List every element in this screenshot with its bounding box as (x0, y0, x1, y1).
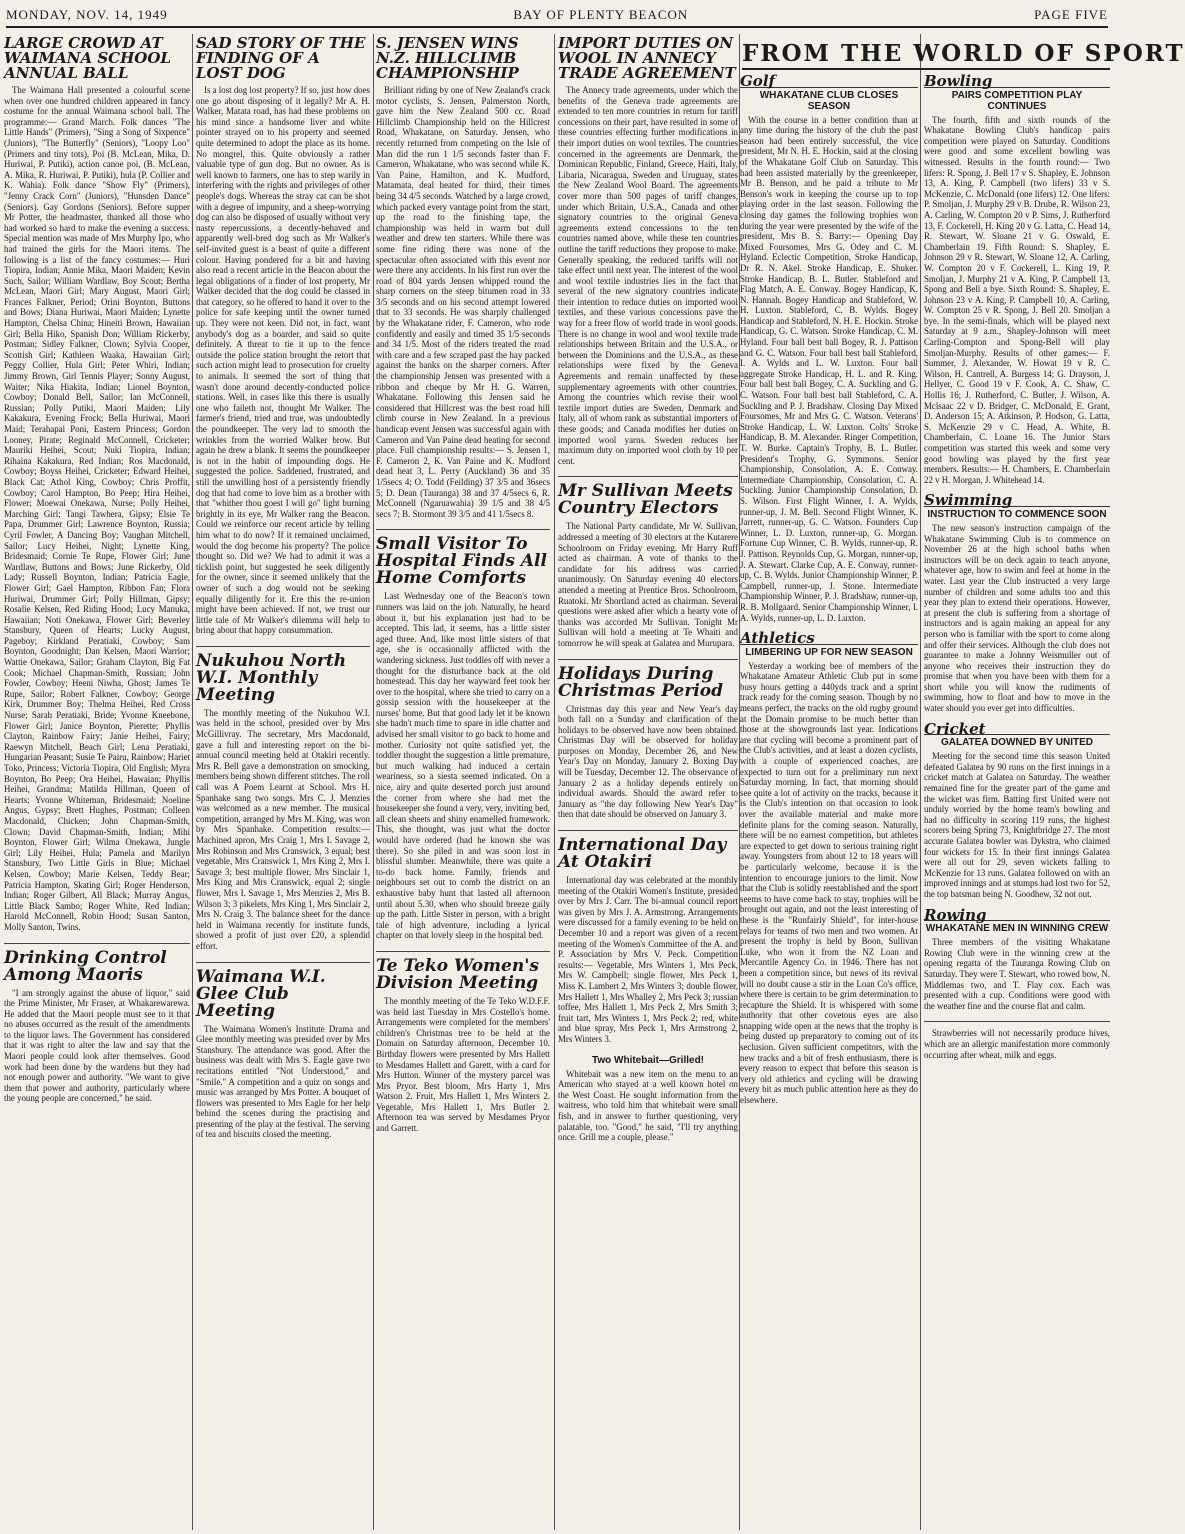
subheadline: WHAKATANE MEN IN WINNING CREW (925, 923, 1109, 935)
headline: IMPORT DUTIES ON WOOL IN ANNECY TRADE AGREEMENT (558, 34, 736, 82)
subheadline: PAIRS COMPETITION PLAY CONTINUES (951, 89, 1083, 112)
headline: Drinking Control Among Maoris (4, 947, 167, 985)
article-waimana-glee (196, 966, 370, 1141)
article-bowling (924, 90, 1110, 486)
column-4 (558, 36, 738, 1530)
section-athletics: Athletics (740, 633, 918, 645)
article-body: Christmas day this year and New Year's day both fall on a Sunday and clarification of the holidays to be observed have now been obtained. Christmas Day will be observed for holiday purposes on Monday, December 26, and New Year's Day on Monday, January 2. Boxing Day will be Tuesday, December 12. The observance of January 2 as a holiday depends entirely on individual awards. Should the award refer to January as "the day following New Year's Day" then that date should be observed on January 3. (558, 703, 738, 820)
article-body: The monthly meeting of the Te Teko W.D.F.F. was held last Tuesday in Mrs Costello's home. Arrangements were completed for the members' children's Christmas tree to be held at the Domain on Saturday afternoon, December 10. Birthday flowers were presented by Mrs Hallett to Mesdames Hallett and Garett, with a card for Mrs Hutton. Winner of the mystery parcel was Mrs Pryor. Best bloom, Mrs Harty 1, Mrs Watson 2. Fruit, Mrs Hallett 1, Mrs Winters 2. Vegetable, Mrs Hallett 1, Mrs Butler 2. Afternoon tea was served by Mesdames Pryor and Garrett. (376, 995, 550, 1134)
article-athletics (740, 647, 918, 1106)
column-3 (376, 36, 550, 1530)
article-body: The Waimana Women's Institute Drama and Glee monthly meeting was presided over by Mrs Stansbury. The attendance was good. After the business was dealt with Mrs S. Eagle gave two recitations entitled "Not Understood," and "Smile." A competition and a quiz on songs and music was arranged by Mrs Potter. A bouquet of flowers was presented to Mrs Eagle for her help behind the scenes during the practising and presenting of the play at the festival. The serving of tea and biscuits closed the meeting. (196, 1023, 370, 1140)
article-golf (740, 90, 918, 624)
divider (4, 943, 190, 944)
subheadline: Two Whitebait—Grilled! (591, 1054, 705, 1066)
column-5 (740, 74, 918, 1530)
article-waimana-ball (4, 36, 190, 933)
article-te-teko (376, 955, 550, 1134)
article-body: Three members of the visiting Whakatane Rowing Club were in the winning crew at the opening regatta of the Tauranga Rowing Club on Saturday. They were T. Stewart, who rowed bow, N. Middlemas two, and T. Flay cox. Each was presented with a cup. Conditions were good with the weather fine and the course flat and calm. (924, 937, 1110, 1011)
headline: S. JENSEN WINS N.Z. HILLCLIMB CHAMPIONSHIP (376, 34, 519, 82)
section-cricket: Cricket (924, 724, 1110, 736)
article-body: The Annecy trade agreements, under which the benefits of the Geneva trade agreements are extended to ten more countries in return for tariff concessions on their part, have resulted in some of these countries effecting further modifications in their import duties on wool textiles. The countries concerned in the agreements are Denmark, the Dominican Republic, Finland, Greece, Haiti, Italy, Libaria, Nicaragua, Sweden and Uruguay, states the New Zealand Wool Board. The agreements cover more than 500 pages of tariff changes, under which Britain, U.S.A., Canada and other signatory countries to the original Geneva agreements extend concessions to the ten countries named above, while these ten countries outline the tariff reductions they propose to make. Generally speaking, the reduced tariffs will not take effect until next year. The interest of the wool and wool textile industries lies in the fact that several of the new signatory countries indicate their intention to reduce duties on imported wool textiles, and these various concessions pave the way for a freer flow of world trade in wool goods. There is no change in wool and wool textile trade relationships between Britain and the U.S.A., or between the Dominions and the U.S.A., as these relationships were fixed by the Geneva Agreements and remain unaffected by these supplementary agreements with other countries. Among the countries which revise their wool textile import duties are Sweden, Denmark and Italy, all of whom rank as substantial importers of these goods; and Canada modifies her duties on imported wool yarns. Sweden reduces her maximum duty on imported wool cloth by 10 per cent. (558, 85, 738, 466)
article-body: "I am strongly against the abuse of liquor," said the Prime Minister, Mr Fraser, at Whakarewarewa. He added that the Maori people must see to it that no abuses occurred as the result of the amendments to the liquor laws. The Government has considered that it was right to alter the law and say that the Maori people could look after themselves. Good work had been done by the wardens but they had not enough power and authority. "We want to give them that power and authority, particularly where the young people are concerned," he said. (4, 987, 190, 1104)
article-body: With the course in a better condition than at any time during the history of the club the past season had been entirely successful, the vice president, Mr N. H. E. Hockin, said at the closing of the Whakatane Golf Club on Saturday. This had been assisted materially by the greenkeeper, Mr B. Benson, and he paid a tribute to Mr Benson's work in keeping the course up to top playing order in the last season. Following the closing day games the following trophies won during the year were presented by the wife of the president, Mrs B. S. Barry:— Opening Day Mixed Foursomes, Mrs G. Odey and C. M. Hyland. Eclectic Competition, Stroke Handicap, Dr R. N. Akel. Stroke Handicap, E. Shuker. Stroke Handicap, B. L. Butler. Stableford and Flag Match, A. E. Conway. Bogey Handicap, K. N. Hannah. Bogey Handicap and Stableford, W. H. Luxton. Stableford, C. B. Wylds. Bogey Handicap and Stableford, N. H. E. Hockin. Stroke Handicap, G. C. Watson. Stroke Handicap, C. M. Hyland. Four ball best ball Bogey, R. J. Pattison and G. C. Watson. Four ball best ball Stableford, I. A. Wylds and L. W. Luxton. Four ball aggregate Stroke Handicap, H. L. and R. King. Four ball best ball Bogey, C. A. Suckling and G. C. Watson. Four ball best ball Stableford, C. A. Suckling and P. J. Bradshaw. Closing Day Mixed Foursomes, Mr and Mrs G. C. Watson. Veterans' Stroke Handicap, L. W. Luxton. Colts' Stroke Handicap, B. M. Alexander. Ringer Competition, T. W. Burke. Captain's Trophy, B. L. Butler. President's Trophy, G. Symmons. Senior Championship, Consolation, A. E. Conway. Intermediate Championship, Consolation, C. A. Suckling. Junior Championship Consolation, D. S. Wilson. First Flight Winner, I. A. Wylds, runner-up, J. M. Bell. Second Flight Winner, K. Jarrett, runner-up, G. C. Watson. Founders Cup Winner, L. D. Luxton, runner-up, G. Morgan. Fortune Cup Winner, C. B. Wylds, runner-up, R. J. Pattison. Reynolds Cup, G. Morgan, runner-up, J. A. Stewart. Clarke Cup, A. E. Conway, runner-up, C. B. Wylds. Junior Championship Winner, P. Campbell, runner-up, J. Stone. Intermediate Championship Winner, P. J. Bradshaw, runner-up, R. B. Mollgaard. Senior Championship Winner, I. A. Wylds, runner-up, L. D. Luxton. (740, 114, 918, 623)
section-rowing: Rowing (924, 910, 1110, 922)
column-rule (192, 34, 193, 1530)
subheadline: INSTRUCTION TO COMMENCE SOON (927, 508, 1107, 520)
column-6 (924, 74, 1110, 1530)
headline: LARGE CROWD AT WAIMANA SCHOOL ANNUAL BALL (4, 34, 171, 82)
article-small-visitor (376, 536, 550, 941)
article-whitebait (558, 1055, 738, 1143)
article-sullivan (558, 483, 738, 648)
article-body: Is a lost dog lost property? If so, just how does one go about disposing of it legally? Mr A. H. Walker, Matata road, has had these problems on his mind since a handsome liver and white pointer strayed on to his property and seemed quite determined to adopt the place as its home. No mongrel, this. Quite obviously a rather valuable type of gun dog. But no owner. As is well known to farmers, one has to step warily in interfering with the rights and privileges of other people's dogs. Whereas the stray cat can be shot with a degree of impunity, and a sheep-worrying dog can also be disposed of usually without very nasty repercussions, a decently-behaved and apparently well-bred dog such as Mr Walker's self-invited guest is a beast of quite a different colour. Having pondered for a bit and having also read a recent article in the Beacon about the legal obligations of a finder of lost property, Mr Walker decided that the dog could be classed in that category, so he offered to hand it over to the police for safe keeping until the owner turned up. They were not keen. Did not, in fact, want anybody's dog as a boarder, and said so quite definitely. A threat to tie it up to the fence outside the police station brought the retort that such action might lead to prosecution for cruelty to animals. It seemed the sort of thing that wasn't done around decently-conducted police stations. Well, in cases like this there is usually one who faileth not, thought Mr Walker. The farmer's friend, tried and true, was undoubtedly the poundkeeper. The very lad to smooth the wrinkles from the worried Walker brow. But again he drew a blank. It seems the poundkeeper is not in the habit of impounding dogs. He suggested the police. Saddened, frustrated, and still the unwilling host of a persistently friendly dog that had come to love him as a brother with that "whither thou goest I will go" light burning brightly in its eye, Mr Walker rang the Beacon. Could we reinforce our recent article by telling him what to do now? If it remained unclaimed, would the dog become his property? The police thought so. Did we? We had to admit it was a ticklish point, but suggested he seek diligently for the owner, since it seemed unlikely that the owner of such a dog would not be seeking equally diligently for it. Ere this the re-union might have been achieved. If not, we trust our little tale of Mr Walker's dilemma will help to bring about that happy consummation. (196, 85, 370, 636)
article-body: Meeting for the second time this season United defeated Galatea by 90 runs on the first innings in a cricket match at Galatea on Saturday. The weather remained fine for the greater part of the game and the wicket was firm. Batting first United were not unduly worried by the home team's bowling and had no difficulty in scoring 119 runs, the highest scorers being Spring 73, Knightbridge 27. The most accurate Galatea bowler was Dykstra, who claimed four wickets for 15. In their first innings Galatea were all out for 29, seven wickets falling to McKenzie for 13 runs. Galatea followed on with an improved innings and at stumps had lost two for 52, the top batsman being N. Goodhew, 32 not out. (924, 751, 1110, 899)
article-wool-duties (558, 36, 738, 466)
column-rule (920, 34, 921, 1530)
article-lost-dog (196, 36, 370, 636)
headline: Nukuhou North W.I. Monthly Meeting (196, 650, 347, 705)
article-jensen-hillclimb (376, 36, 550, 519)
divider (196, 646, 370, 647)
sport-banner: FROM THE WORLD OF SPORT (742, 40, 1110, 70)
divider (558, 830, 738, 831)
article-body: The fourth, fifth and sixth rounds of the Whakatane Bowling Club's handicap pairs competition were played on Saturday. Conditions were good and some excellent bowling was witnessed. Results in the fourth round:— Two lifers: R. Spong, J. Bell 17 v S. Shapley, E. Johnson 13, A. King, P. Campbell (two lifers) 33 v S. McKenzie, C. McDonald (one lifers) 12. One lifers: P. Smoljan, J. Murphy 29 v B. Drube, R. Wilson 23, A. Carling, W. Compton 20 v P. Sims, J. Rutherford 13, F. Cockerell, H. King 20 v G. Latta, C. Head 14, R. Stewart, W. Sloane 21 v G. Oswald, E. Chamberlain 19. Fifth Round: S. Shapley, E. Johnson 29 v R. Stewart, W. Sloane 12, A. Carling, W. Compton 20 v F. Cockerell, L. King 19, P. Smoljan, J. Murphy 21 v A. King, P. Campbell 13, Spong and Bell a bye. Sixth Round: S. Shapley, E. Johnson 23 v A. King, P. Campbell 10, A. Carling, W. Compton 25 v R. Spong, J. Bell 20. Smoljan a bye. In the semi-finals, which will be played next Saturday at 9 a.m., Shapley-Johnson will meet Carling-Compton and Spong-Bell will play Smoljan-Murphy. Results of other games:— F. Summer, J. Alexander, W. Howat 19 v R. C. Wilson, H. Cantrell, A. Burgess 14; G. Drayson, J. Hellyer, C. Good 19 v F. Cook, A. C. Shaw, C. Hollis 16; J. Rutherford, C. Butler, J. Wilson, A. Mclsaac 22 v D. Bridger, C. McDonald, E. Grant, D. Anderson 15; A. Atkinson, P. Hodson, G. Latta, S. McKenzie 29 v C. Head, A. White, B. Chamberlain, C. Loane 16. The Junior Stars competition was started this week and some very good bowling was played by the first year members. Results:— H. Chambers, E. Chamberlain 22 v H. Morgan, J. Whitehead 14. (924, 114, 1110, 485)
headline: Small Visitor To Hospital Finds All Home Comforts (376, 534, 547, 589)
masthead (6, 4, 1108, 28)
article-body: Last Wednesday one of the Beacon's town runners was laid on the job. Naturally, he heard about it, but his explanation just had to be accepted. This lad, it seems, has a little sister aged three. And, like most little sisters of that age, she is occasionally afflicted with the wandering sickness. Just toddles off with never a thought for the disturbance back at the old homestead. This day her wayward feet took her over to the hospital, where she tried to carry on a gossip session with the housekeeper at the nurses' home. But that good lady let it be known she hadn't much time to spare in idle chatter and advised her small visitor to go back to home and mother. Curiosity not quite satisfied yet, the toddler thought the suggestion a little premature, but much walking had induced a certain weariness, so a siesta seemed indicated. On a nice, airy and quite deserted porch just around the corner from where she had met the housekeeper she found a very, very, inviting bed, all clean sheets and shiny enamelled framework. This, she thought, was just what the doctor would have ordered (had he known she was there). So she piled in and was soon lost in blissful slumber. Meanwhile, there was quite a to-do back home. Family, friends and neighbours set out to comb the district on an exhaustive baby hunt that lasted all afternoon until about 5.30, when who should breeze gaily up the path. Little Sister in person, with a bright tale of high adventure, including a lyrical chapter on that lovely sleep in the hospital bed. (376, 591, 550, 941)
headline: Mr Sullivan Meets Country Electors (558, 481, 733, 519)
article-body: The National Party candidate, Mr W. Sullivan, addressed a meeting of 30 electors at the Kutarere Schoolroom on Friday evening. Mr Harry Ruff acted as chairman. A vote of thanks to the candidate for his address was carried unanimously. On Saturday evening 40 electors attended a meeting at Prentice Bros. Schoolroom, Ruatoki. Mr Shortland acted as chairman. Several questions were asked after which a hearty vote of thanks was accorded Mr Sullivan. Tonight Mr Sullivan will hold a meeting at Te Whaiti and tomorrow he will speak at Galatea and Murupara. (558, 521, 738, 648)
article-body: The Waimana Hall presented a colourful scene when over one hundred children appeared in fancy costume for the annual Waimana school ball. The programme:— Grand March. Folk dances "The Little Hands" (Primers), "Sing a Song of Sixpence" (Juniors), "The Butterfly" (Seniors), "Loopy Loo" (Primers and tiny tots), Poi (B. McLean, Mika, D. Huriwai, P. Putiki), action canoe poi, (B. McLean, A. Mika, R. Huriwai, P. Putiki), hula (P. Collier and K. Wahia). Folk dance "Show Fly" (Primers), "Jenny Crack Corn" (Juniors), "Hunsden Dance" (Seniors). Gay Gordons (Seniors). Before supper Mr Potter, the headmaster, thanked all those who had worked so hard to make the evening a success. Special mention was made of Mrs Murphy Ipo, who had trained the girls for the Maori items. The following is a list of the fancy costumes:— Huri Tiopira, Indian; Annie Mika, Maori Maiden; Kevin Such, Sailor; William Wardlaw, Boy Scout; Bertha McLean, Maori Girl; Mary August, Maori Girl; Frances Falkner, Period; Orini Boynton, Buttons and Bows; Diana Huriwai, Maori Maiden; Lynette Hampton, Chelsa China; Hineiti Brown, Hawaiian Girl; Bella Hiko, Spanish Don; William Rickerby, Postman; Sidley Falkner, Clown; Sylvia Cooper, Scottish Girl; Kathleen Waaka, Hawaiian Girl; Peggy Collier, Hula Girl; Peter Whiri, Indian; Jimmy Brown, Girl Tennis Player; Sonny August, Waiter; Nika Hiakita, Indian; Lionel Boynton, Cowboy; Donald Bell, Sailor; Ian McConnell, Russian; Polly Putiki, Maori Maiden; Lily Kakakura, Evening Frock; Bella Huriwai, Maori Maid; Terahapai Poni, Eastern Princess; Gordon Looney, Pirate; Reginald McConnell, Cricketer; Mauriki Heihei, Scout; Nuki Tiopira, Indian; Rihaina Kakakura, Red Indian; Ros Macdonald, Cowboy; Boyss Heihei, Cricketer; Edward Heihei, Black Cat; Athol King, Cowboy; Chris Proffit, Cowboy; Carol Hampton, Bo Peep; Hira Heihei, Flower; Moewai Onekawa, Nurse; Polly Heihei, Marching Girl; Tangi Tawhera, Gipsy; Elsie Te Papa, Drummer Girl; Lawrence Boynton, Russia; Cyril Fowler, A Dancing Boy; Vaughan Mitchell, Sailor; Lucy Heihei, Night; Lynette King, Bridesmaid; Cornie Te Rupe, Flower Girl; June Wardlaw, Buttons and Bows; June Rickerby, Old Lady; Russell Boynton, Indian; Patricia Eagle, Flower Girl; Gael Hampton, Ribbon Fan; Flora Huriwai, Drummer Girl; Polly Hillman, Gipsy; Rosalie Kelsen, Red Riding Hood; Lucy Manuka, Hawaiian; Noti Onekawa, Flower Girl; Beverley Stansbury, Queen of Hearts; Lucky August, Pageboy; Kirkland Peratiaki, Cowboy; Sam Boynton, Goodnight; Dan Kelsen, Maori Warrior; Wattie Onekawa, Sailor; Graham Clayton, Big Fat Cook; Michael Chapman-Smith, Russian; John Fowler, Cowboy; Heeni Niwha, Ghost; James Te Rupe, Sailor; Robert Falkner, Cowboy; George Kirk, Drummer Boy; Thelma Heihei, Red Cross Nurse; Sarah Peratiaki, Bride; Yvonne Kneebone, Flower Girl; Janice Boynton, Pierette; Phyllis Clayton, Rainbow Fairy; Janie Heihei, Fairy; Raewyn Mitchell, Beach Girl; Lena Peratiaki, Hungarian Peasant; Susie Te Pairu, Rainbow; Hariet Toko, Princess; Victoria Tiopira, Old English; Myra Boynton, Bo Peep; Ora Heihei, Hawaian; Phyllis Heihei, Grandma; Matilda Hillman, Queen of Hearts; Yvonne Whiteman, Bridesmaid; Noeline Angus, Gypsy; Brett Hughes, Postman; Colleen Macdonald, Chicken; John Chapman-Smith, Clown; David Chapman-Smith, Indian; Mihi Boynton, Flower Girl; Wilma Onekawa, Jungle Girl; Lily Heihei, Hula; Pamela and Marilyn Stansbury, Two Little Girls in Blue; Michael Kelsen, Cowboy; Marie Kelsen, Teddy Bear; Patricia Hampton, Skating Girl; Roger Henderson, Indian; Roger Gilbert, All Black; Murray Angus, Little Black Sambo; Roger White, Red Indian; Harold McConnell, Robin Hood; Susan Santon, Molly Santon, Twins. (4, 85, 190, 932)
divider (924, 1021, 1110, 1022)
headline: International Day At Otakiri (558, 835, 727, 873)
headline: SAD STORY OF THE FINDING OF A LOST DOG (196, 34, 366, 82)
subheadline: LIMBERING UP FOR NEW SEASON (745, 646, 913, 658)
article-body: Strawberries will not necessarily produce hives, which are an allergic manifestation more commonly occurring after wheat, milk and eggs. (924, 1028, 1110, 1060)
paper-title: BAY OF PLENTY BEACON (513, 7, 689, 22)
article-rowing (924, 923, 1110, 1011)
article-body: Brilliant riding by one of New Zealand's crack motor cyclists, S. Jensen, Palmerston North, gave him the New Zealand 500 cc. Road Hillclimb Championship held on the Hillcrest Road, Whakatane, on Saturday. Jensen, who recently returned from competing on the Isle of Man did the run 1 1/5 seconds faster than F. Cameron, Whakatane, who was second while K. Van Paine, Hamilton, and K. Mudford, Matamata, deal heated for third, their times being 34 4/5 seconds. Watched by a large crowd, which packed every vantage point from the start, up the road to the finishing tape, the championship was held in warm but dull weather and drew ten starters. While there was some fine riding there was none of the spectacular often associated with this event nor were there any accidents. In his first run over the road of 804 yards Jensen whipped round the sharp corners on the steep bitumen road in 33 3/5 seconds and on his second attempt lowered that to 33 seconds. He was sharply challenged by the Whakatane rider, F. Cameron, who rode confidently and easily and timed 35 1/5 seconds and 34 1/5. Most of the riders treated the road with care and a few scraped past the hay packed against the banks on the sharper corners. After the championship Jensen was presented with a ribbon and cheque by Mr H. G. Warren, Whakatane. Following this Jensen said he considered that Hillcrest was the best road hill climb course in New Zealand. In a previous handicap event Jensen was successful again with Cameron and Van Paine dead heating for second place. Full championship results:— S. Jensen 1, F. Cameron 2, K. Van Paine and K. Mudford dead heat 3, L. Perry (Auckland) 36 and 35 1/5secs 4; O. Todd (Feilding) 37 3/5 and 36secs 5; D. Dean (Tauranga) 38 and 37 4/5secs 6, R. McConnell (Ngaruawahia) 39 1/5 and 38 4/5 secs 7; B. Stormont 39 3/5 and 41 1/5secs 8. (376, 85, 550, 519)
subheadline: GALATEA DOWNED BY UNITED (940, 737, 1094, 749)
issue-date: MONDAY, NOV. 14, 1949 (6, 7, 168, 22)
headline: Te Teko Women's Division Meeting (376, 955, 539, 993)
divider (376, 529, 550, 530)
article-cricket (924, 737, 1110, 899)
page-number: PAGE FIVE (1034, 7, 1108, 22)
subheadline: WHAKATANE CLUB CLOSES SEASON (759, 89, 899, 112)
section-swimming: Swimming (924, 495, 1110, 507)
divider (376, 951, 550, 952)
headline: Holidays During Christmas Period (558, 663, 724, 701)
divider (196, 962, 370, 963)
section-golf: Golf (740, 76, 918, 88)
headline: Waimana W.I. Glee Club Meeting (196, 966, 326, 1021)
column-rule (554, 34, 555, 1530)
article-body: The new season's instruction campaign of the Whakatane Swimming Club is to commence on November 26 at the high school baths when instructors will be on deck again to teach anyone, whatever age, how to swim and feel at home in the water. Last year the Club instructed a very large number of children and some adults too and this year they plan to extend their operations. However, at present the club is suffering from a shortage of instructors and is again making an appeal for any person who is familiar with the sport to come along and offer their services. Although the club does not guarantee to make a Johnny Weismuller out of anyone who receives their instruction they do promise that when you have been with them for a short while you will know the rudiments of swimming, how to float and how to move in the water should you ever get into difficulties. (924, 522, 1110, 714)
article-body: The monthly meeting of the Nukuhou W.I. was held in the school, presided over by Mrs McGillivray. The secretary, Mrs Macdonald, gave a full and interesting report on the bi-annual council meeting held at Otakiri recently. Mrs R. Bell gave a demonstration on smocking, members being shown different stitches. The roll call was A Poem Learnt at School. Mrs H. Spanhake sang two songs. Mrs C. J. Menzies was welcomed as a new member. The musical competition, arranged by Mrs M. King, was won by Mrs Spanhake. Competition results:— Machined apron, Mrs Craig 1, Mrs I. Savage 2, Mrs Robinson and Mrs Cranswick, 3 equal; best vegetable, Mrs Cranswick 1, Mrs King 2, Mrs I. Savage 3; best multiple flower, Mrs Sinclair 1, Mrs King and Mrs Cranswick, equal 2; single flower, Mrs I. Savage 1, Mrs Menzies 2, Mrs B. Wilson 3; 3 pikelets, Mrs King 1, Mrs Sinclair 2, Mrs N. Craig 3. The balance sheet for the dance held in Waimana recently for institute funds, showed a profit of just over £20, a splendid effort. (196, 707, 370, 951)
article-body: International day was celebrated at the monthly meeting of the Otakiri Women's Institute, presided over by Mrs J. Carr. The bi-annual council report was given by Mrs J. A. Armstrong. Arrangements were discussed for a family evening to be held on December 10 and a report was given of a recent meeting of the Women's Committee of the A. and P. Association by Mrs V. Peck. Competition results:— Vegetable, Mrs Winters 1, Mrs Peck, Mrs W. Campbell; single flower, Mrs Peck 1, Miss K. Lambert 2, Mrs Winters 3; double flower, Mrs Hallett 1, Mrs Whalley 2, Mrs Peck 3; russian toffee, Mrs Hallett 1, Mrs Peck 2, Mrs Smith 3; fruit tart, Mrs Winters 1, Mrs Peck 2; red, white and blue spray, Mrs Peck 1, Mrs Armstrong 2, Mrs Winters 3. (558, 875, 738, 1044)
article-strawberries (924, 1028, 1110, 1060)
divider (558, 476, 738, 477)
column-1 (4, 36, 190, 1530)
column-2 (196, 36, 370, 1530)
article-drinking-control (4, 947, 190, 1105)
article-body: Yesterday a working bee of members of the Whakatane Amateur Athletic Club put in some busy hours getting a 440yds track and a sprint track ready for the coming season. Though by no means perfect, the tracks on the old rugby ground at the Domain promise to be much better than those at the showgrounds last year. Indications are that cycling will become a prominent part of the Club's activities, and at least a dozen cyclists, with a couple of experienced coaches, are expected to turn out for a preliminary run next Saturday morning. In fact, that morning should see quite a lot of activity on the tracks, because it is the Club's intention on that occasion to look over the available material and make more definite plans for the coming season. Naturally, there will be no earnest competition, but athletes are expected to get down to serious training right away. Youngsters from about 12 to 18 years will be particularly welcome, because it is the intention to encourage juniors to the limit. Now that the Club is solidly reestablished and the sport seems to have come back to stay, trophies will be brought out again, and not the least interesting of these is the "Runfairly Shield", for inter-house relays for teams of two men and two women. At present the trophy is held by Boon, Sullivan Luke, who won it from the NZ Loan and Mercantile Agency Co. in 1946. There has not been a competition since, but news of its revival will no doubt cause a stir in the Loan Co's office, where there is certain to be grim determination to recapture the Shield. It is whispered with some authority that other covetous eyes are also snapping wide open at the news that the trophy is being dusted up preparatory to coming out of its seclusion. Given sufficient competitors, with the new tracks and a bit of fresh enthusiasm, there is every reason to expect that before this season is very old athletics and cycling will be drawing every bit as much public attention here as they do elsewhere. (740, 660, 918, 1106)
section-bowling: Bowling (924, 76, 1110, 88)
article-body: Whitebait was a new item on the menu to an American who stayed at a well known hotel on the West Coast. He sought information from the waitress, who told him that whitebait were small fish, and in answer to further questioning, very palatable, too. "Good," he said, "I'll try anything once. Grill me a couple, please." (558, 1068, 738, 1143)
article-nukuhou-wi (196, 650, 370, 952)
article-international-day (558, 837, 738, 1045)
article-christmas-holidays (558, 663, 738, 821)
divider (558, 659, 738, 660)
column-rule (373, 34, 374, 1530)
article-swimming (924, 509, 1110, 714)
